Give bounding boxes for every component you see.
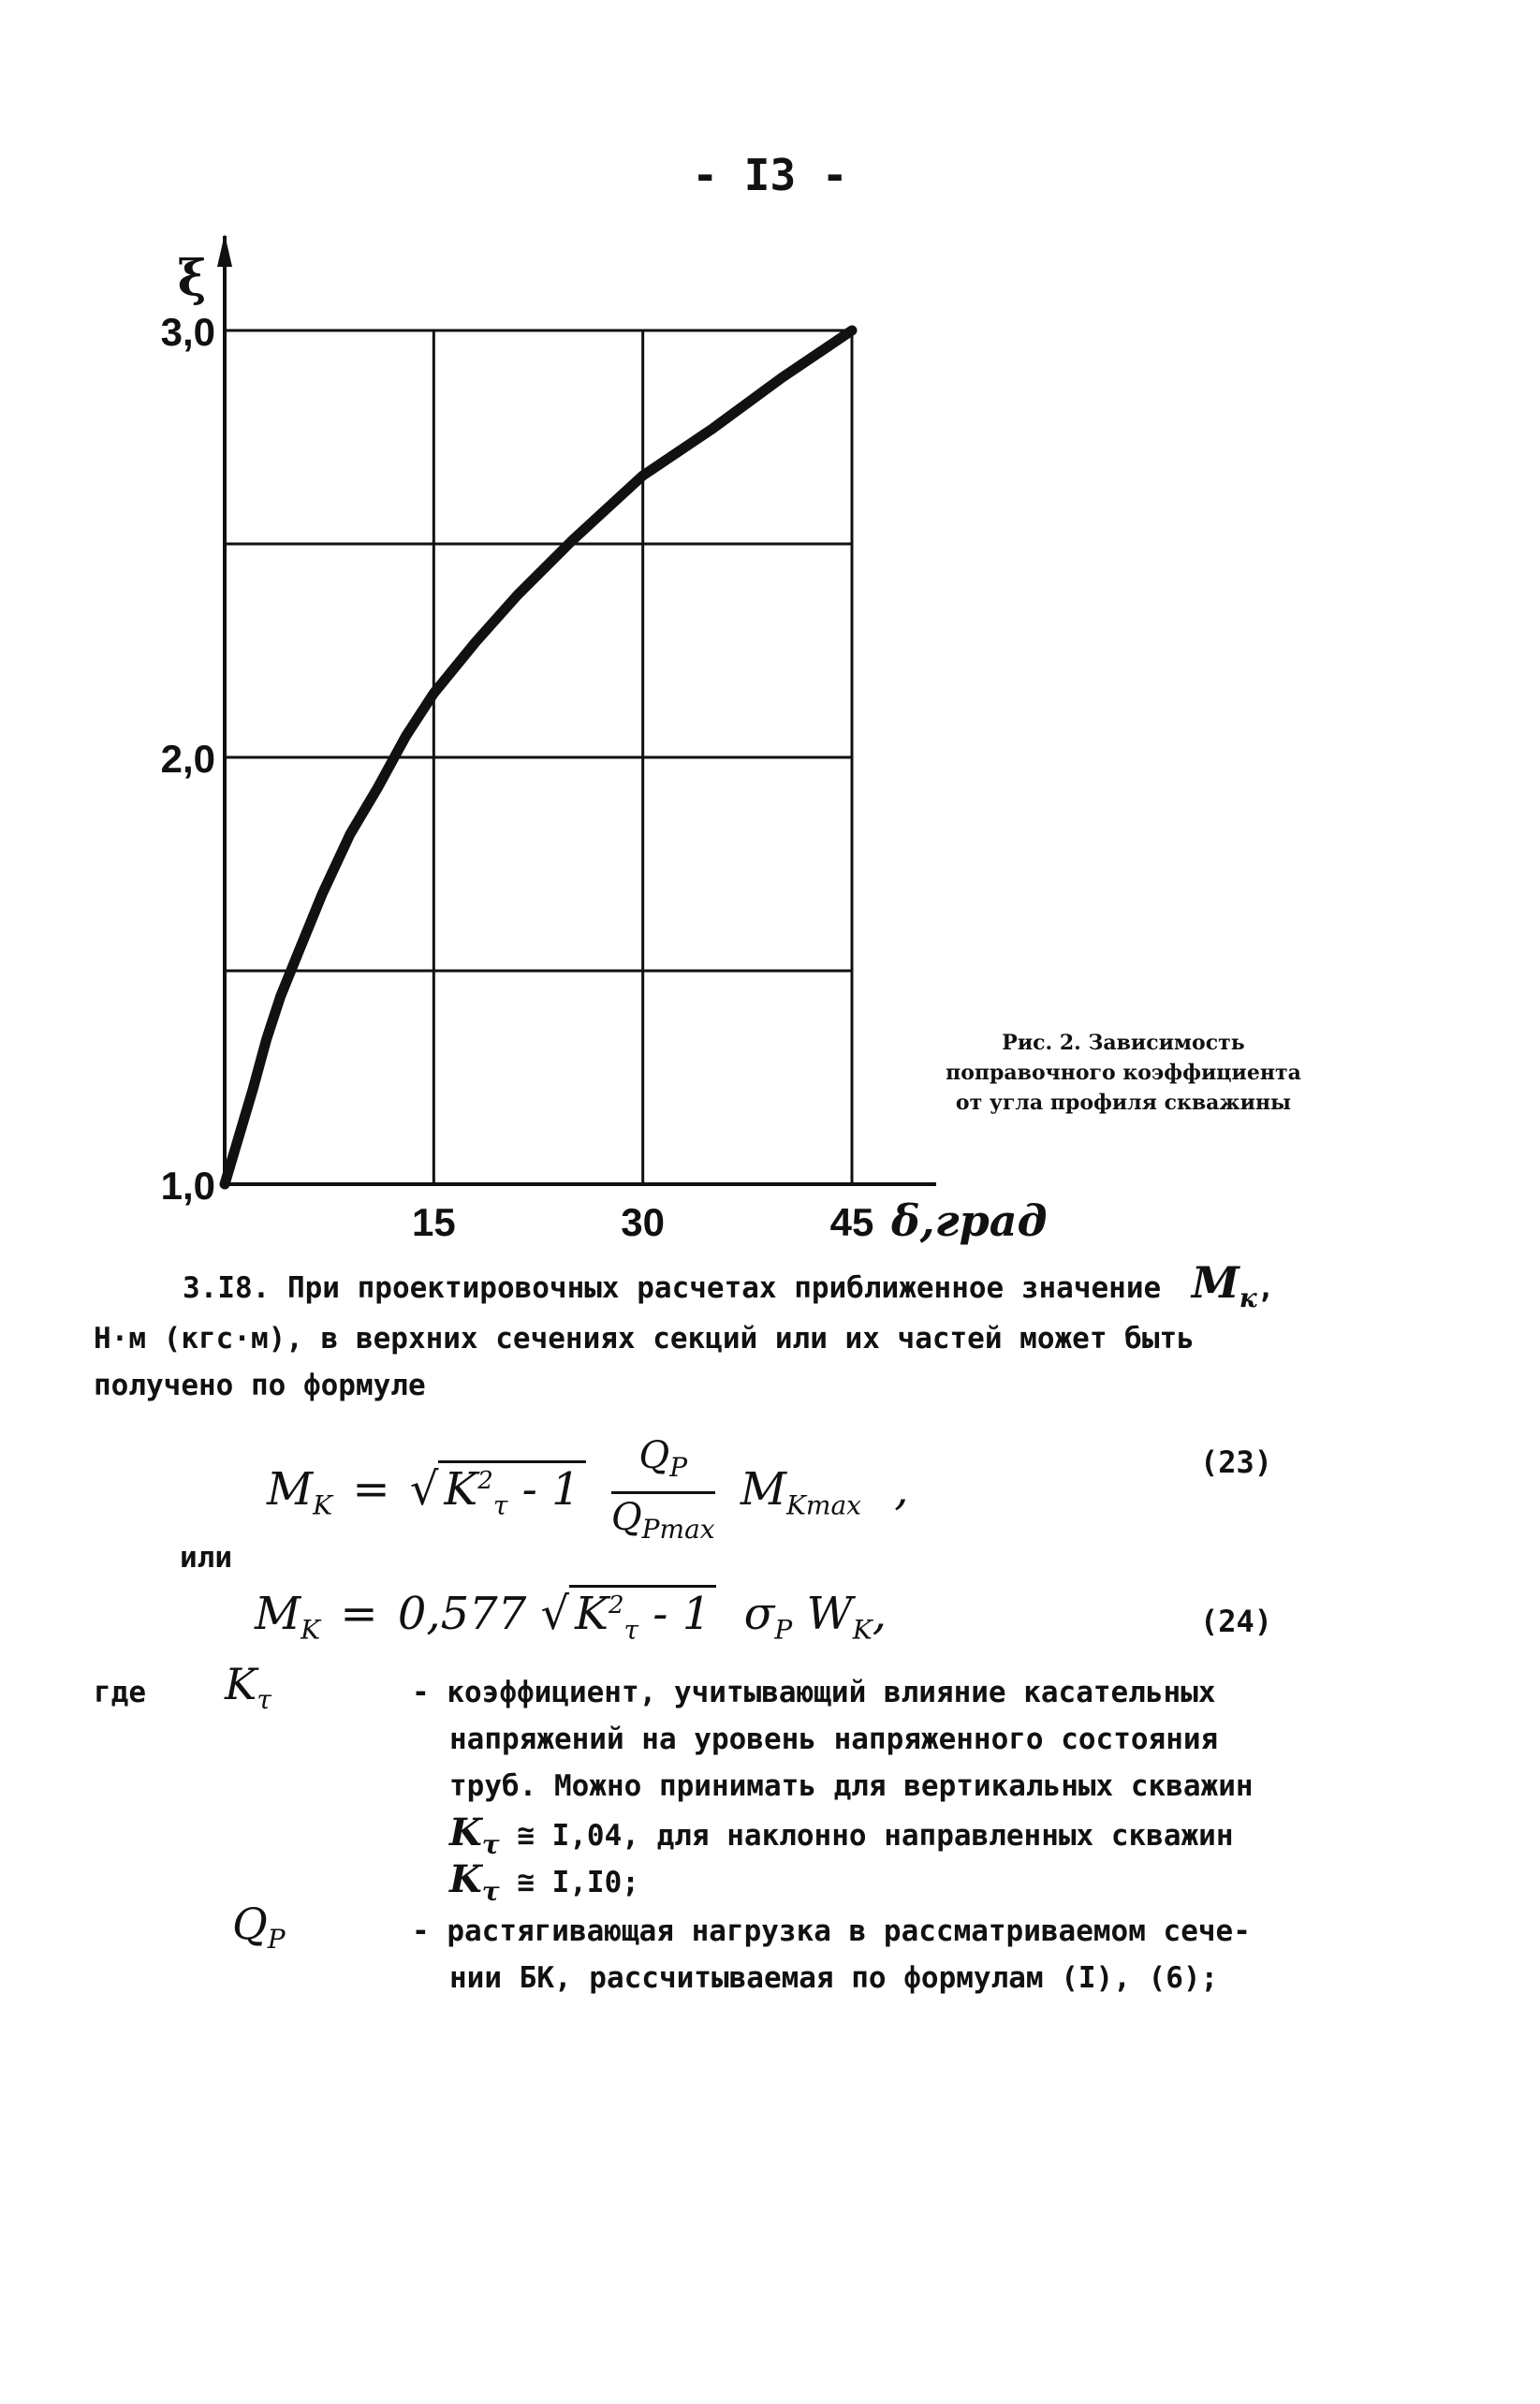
page-number: - I3 - [692,150,848,200]
def1-line-3: труб. Можно принимать для вертикальных скважин [449,1769,1254,1803]
caption-line-2: поправочного коэффициента [946,1061,1301,1085]
mk-comma: , [1256,1271,1275,1305]
chart-labels [161,250,1048,1246]
mk-symbol: $M_к$ [1191,1257,1257,1314]
x-tick-label: 45 [829,1200,874,1244]
equation-24: $M_K = 0,577$ √ $K^2_\tau - 1$ $\sigma_P$ $W_K$, [255,1588,887,1646]
eq23-tail: M [740,1463,786,1516]
y-axis-arrow [217,234,232,267]
eq23-radical: √ $K^2_\tau - 1$ [410,1460,586,1516]
def1-line-2: напряжений на уровень напряженного состояния [449,1722,1219,1756]
chart-grid [225,330,852,1184]
paragraph-318-line-1 [94,1257,1292,1321]
y-tick-label: 2,0 [160,737,215,781]
equation-23-label: (23) [1200,1444,1273,1480]
x-tick-label: 15 [411,1200,456,1244]
or-word: или [180,1541,232,1575]
y-tick-label: 3,0 [160,310,215,354]
def1-line-1: - коэффициент, учитывающий влияние касательных [412,1676,1216,1709]
equation-23: $M_K$ = √ $K^2_\tau - 1$ $\frac{Q_P}{Q_{Pmax}}$ $M_{Kmax}$ , [267,1432,908,1553]
caption-line-1: Рис. 2. Зависимость [1002,1031,1245,1055]
def2-line-2: нии БК, рассчитываемая по формулам (I), (6); [449,1961,1219,1995]
y-axis-label: ξ [177,250,207,307]
x-tick-label: 30 [621,1200,666,1244]
eq23-fraction: $\frac{Q_P}{Q_{Pmax}}$ [610,1434,715,1545]
eq24-radical: √ $K^2_\tau - 1$ [541,1585,717,1640]
paragraph-318-line-2: Н·м (кгс·м), в верхних сечениях секций или их частей может быть [94,1322,1195,1356]
def2-line-1: - растягивающая нагрузка в рассматриваемом сече- [412,1914,1251,1948]
figure-caption [936,1028,1311,1118]
chart-axes [217,234,936,1184]
eq23-equals: = [352,1463,390,1516]
def1-symbol: $K_\tau$ [225,1659,271,1716]
equation-24-label: (24) [1200,1604,1273,1639]
paragraph-318-line-3: получено по формуле [94,1369,426,1402]
y-tick-label: 1,0 [160,1164,215,1208]
eq23-lhs-sub: K [313,1489,333,1521]
def1-line-5: $K_\tau$ ≅ I,I0; [449,1857,639,1907]
def2-symbol: $Q_P$ [232,1898,286,1956]
eq23-lhs: M [267,1463,314,1516]
caption-line-3: от угла профиля скважины [955,1091,1292,1115]
where-word: где [94,1676,146,1709]
def1-line-4: $K_\tau$ ≅ I,04, для наклонно направленных скважин [449,1810,1234,1860]
x-axis-label: δ,град [891,1195,1048,1246]
paragraph-text: 3.I8. При проектировочных расчетах приближенное значение [183,1271,1162,1305]
